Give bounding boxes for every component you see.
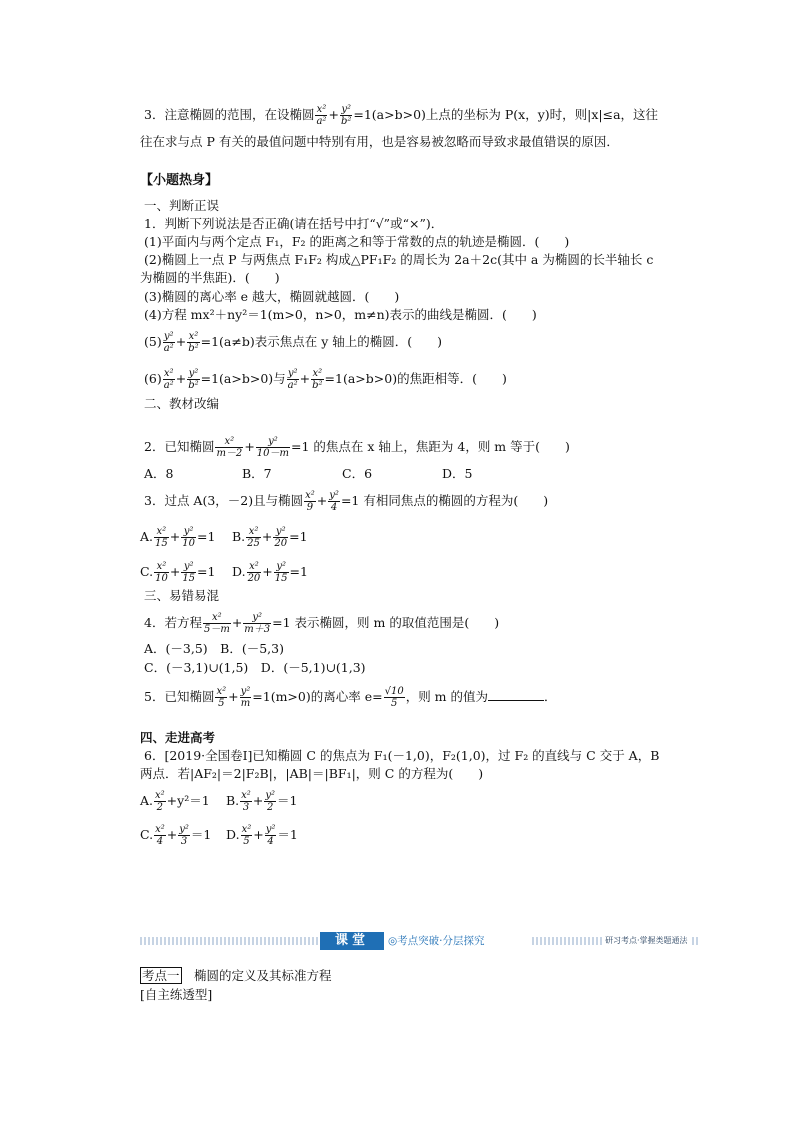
q6-stem-cont: 两点．若|AF₂|＝2|F₂B|，|AB|＝|BF₁|，则 C 的方程为( ) [140,766,484,781]
fraction: $\frac{\text{x²}}{\text{b²}}$ [312,368,323,391]
fraction: $\frac{\text{x²}}{9}$ [305,490,315,513]
fraction: $\frac{\text{x²}}{15}$ [155,526,168,549]
fraction: $\frac{\text{y²}}{4}$ [329,490,339,513]
fraction: $\frac{\text{y²}}{2}$ [265,790,275,813]
q1-item4: (4)方程 mx²＋ny²＝1(m>0，n>0，m≠n)表示的曲线是椭圆．( ) [144,307,537,322]
subsection-title: 四、走进高考 [140,730,216,745]
q5-stem: 5．已知椭圆 $\frac{\text{x²}}{5}$ + $\frac{\text{y²}}{m}$ =1(m>0)的离心率 e= $\frac{√10}{5}$ ，则 m 的值为 ． [144,686,557,709]
q6-stem: 6．[2019·全国卷Ⅰ]已知椭圆 C 的焦点为 F₁(－1,0)，F₂(1,0)，过 F₂ 的直线与 C 交于 A，B [144,748,660,763]
fraction: $\frac{\text{x²}}{5}$ [216,686,227,709]
fraction: $\frac{\text{x²}}{20}$ [247,561,261,584]
section-heading: 【小题热身】 [140,173,219,188]
q1-item6: (6) $\frac{\text{x²}}{\text{a²}}$ + $\frac{\text{y²}}{\text{b²}}$ =1(a>b>0)与 $\frac{\text{y²}}{\text{a²}}$ + $\frac{\text{x²}}{\text{b²}}$ =1(a>b>0)的焦距相等．( ) [144,368,507,391]
answer-blank [488,699,544,701]
banner-subtitle: ◎考点突破·分层探究 [388,935,485,947]
fraction: $\frac{\text{x²}}{2}$ [155,790,165,813]
q3-stem: 3．过点 A(3，－2)且与椭圆 $\frac{\text{x²}}{9}$ + $\frac{\text{y²}}{4}$ =1 有相同焦点的椭圆的方程为( ) [144,490,549,513]
fraction: $\frac{\text{x²}}{5}$ [241,824,252,847]
fraction: $\frac{\text{y²}}{\text{b²}}$ [188,368,199,391]
fraction: $\frac{\text{y²}}{\text{a²}}$ [163,331,174,354]
fraction: $\frac{\text{y²}}{10-m}$ [256,436,290,459]
q2-option-b: B．7 [242,466,272,481]
q2-stem: 2．已知椭圆 $\frac{\text{x²}}{m-2}$ + $\frac{\text{y²}}{10-m}$ =1 的焦点在 x 轴上，焦距为 4，则 m 等于( ) [144,436,570,459]
fraction: $\frac{\text{x²}}{5-m}$ [203,612,230,635]
fraction: $\frac{\text{y²}}{10}$ [182,526,195,549]
fraction: $\frac{\text{y²}}{3}$ [179,824,189,847]
banner-tag: 课堂 [320,932,384,950]
q3-option-d: D. $\frac{\text{x²}}{20}$ + $\frac{\text{y²}}{15}$ =1 [232,561,308,584]
fraction: $\frac{\text{x²}}{\text{a²}}$ [316,104,327,127]
fraction: $\frac{\text{x²}}{3}$ [241,790,251,813]
fraction: $\frac{\text{y²}}{15}$ [182,561,196,584]
kaodian-subtitle: [自主练透型] [140,987,213,1002]
fraction: $\frac{\text{x²}}{10}$ [155,561,168,584]
tip3-line1: 3．注意椭圆的范围，在设椭圆 $\frac{\text{x²}}{\text{a²}}$ + $\frac{\text{y²}}{\text{b²}}$ =1(a>b>0)上点的坐标为 P(x，y)时，则|x|≤a，这往 [144,104,659,127]
q2-option-c: C．6 [342,466,373,481]
q6-option-a: A. $\frac{\text{x²}}{2}$ +y²＝1 [140,790,210,813]
q1-stem: 1．判断下列说法是否正确(请在括号中打“√”或“×”)． [144,216,444,231]
section-banner [140,931,700,951]
kaodian-title: 考点一 椭圆的定义及其标准方程 [142,968,332,983]
q1-item3: (3)椭圆的离心率 e 越大，椭圆就越圆．( ) [144,289,400,304]
q1-item5: (5) $\frac{\text{y²}}{\text{a²}}$ + $\frac{\text{x²}}{\text{b²}}$ =1(a≠b)表示焦点在 y 轴上的椭圆．( ) [144,331,442,354]
q6-option-c: C. $\frac{\text{x²}}{4}$ + $\frac{\text{y²}}{3}$ ＝1 [140,824,212,847]
fraction: $\frac{\text{x²}}{m-2}$ [216,436,243,459]
fraction: $\frac{\text{y²}}{\text{a²}}$ [287,368,298,391]
subsection-title: 三、易错易混 [144,588,220,603]
q4-stem: 4．若方程 $\frac{\text{x²}}{5-m}$ + $\frac{\text{y²}}{m+3}$ =1 表示椭圆，则 m 的取值范围是( ) [144,612,500,635]
kaodian-label: 考点一 [142,968,180,983]
q6-option-b: B. $\frac{\text{x²}}{3}$ + $\frac{\text{y²}}{2}$ ＝1 [226,790,298,813]
fraction: $\frac{\text{y²}}{m}$ [240,686,251,709]
q1-item2: (2)椭圆上一点 P 与两焦点 F₁F₂ 构成△PF₁F₂ 的周长为 2a＋2c(其中 a 为椭圆的长半轴长 c [144,252,654,267]
fraction: $\frac{\text{x²}}{\text{b²}}$ [188,331,199,354]
fraction: $\frac{\text{x²}}{\text{a²}}$ [163,368,174,391]
q2-option-a: A．8 [144,466,174,481]
fraction: $\frac{\text{y²}}{4}$ [265,824,276,847]
subsection-title: 二、教材改编 [144,396,220,411]
fraction: $\frac{\text{y²}}{m+3}$ [244,612,271,635]
fraction: $\frac{\text{y²}}{20}$ [274,526,288,549]
fraction: $\frac{√10}{5}$ [384,686,404,709]
fraction: $\frac{\text{x²}}{4}$ [155,824,165,847]
fraction: $\frac{\text{y²}}{\text{b²}}$ [340,104,352,127]
banner-right-text: 研习考点·掌握类题通法 [602,934,691,948]
q6-option-d: D. $\frac{\text{x²}}{5}$ + $\frac{\text{y²}}{4}$ ＝1 [226,824,298,847]
q4-options-ab: A．(－3,5) B．(－5,3) [144,641,284,656]
q2-option-d: D．5 [442,466,473,481]
q1-item1: (1)平面内与两个定点 F₁，F₂ 的距离之和等于常数的点的轨迹是椭圆．( ) [144,234,570,249]
q3-option-c: C. $\frac{\text{x²}}{10}$ + $\frac{\text{y²}}{15}$ =1 [140,561,216,584]
subsection-title: 一、判断正误 [144,198,220,213]
q1-item2-cont: 为椭圆的半焦距)．( ) [140,270,280,285]
q4-options-cd: C．(－3,1)∪(1,5) D．(－5,1)∪(1,3) [144,660,366,675]
q3-option-a: A. $\frac{\text{x²}}{15}$ + $\frac{\text{y²}}{10}$ =1 [140,526,216,549]
fraction: $\frac{\text{x²}}{25}$ [247,526,260,549]
fraction: $\frac{\text{y²}}{15}$ [274,561,288,584]
tip3-line2: 往在求与点 P 有关的最值问题中特别有用，也是容易被忽略而导致求最值错误的原因． [140,134,619,149]
q3-option-b: B. $\frac{\text{x²}}{25}$ + $\frac{\text{y²}}{20}$ =1 [232,526,308,549]
